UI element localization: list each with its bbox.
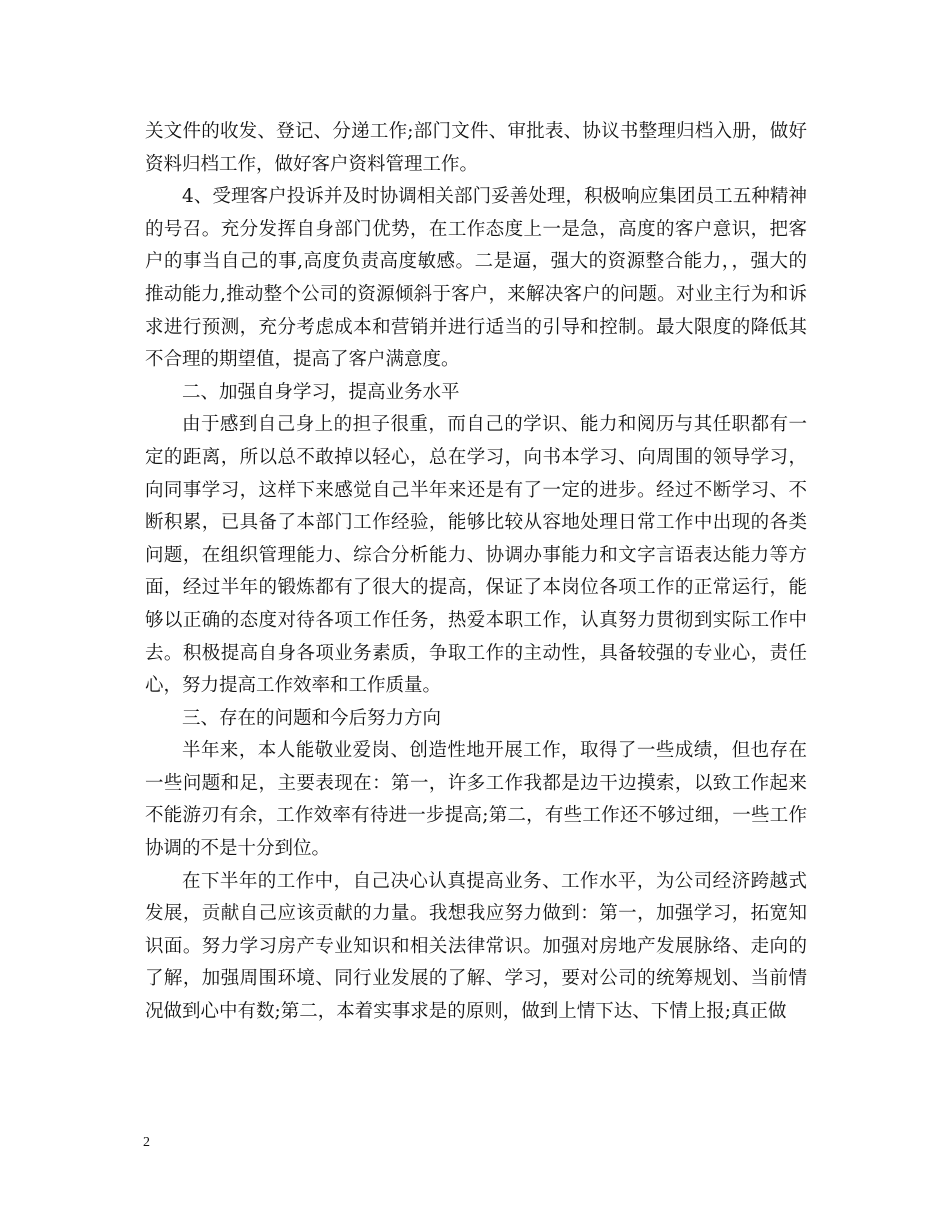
- paragraph-self-study: 由于感到自己身上的担子很重，而自己的学识、能力和阅历与其任职都有一定的距离，所以总不敢掉以轻心，总在学习，向书本学习、向周围的领导学习，向同事学习，这样下来感觉自己半年来还是有了一定的进步。经过不断学习、不断积累，已具备了本部门工作经验，能够比较从容地处理日常工作中出现的各类问题，在组织管理能力、综合分析能力、协调办事能力和文字言语表达能力等方面，经过半年的锻炼都有了很大的提高，保证了本岗位各项工作的正常运行，能够以正确的态度对待各项工作任务，热爱本职工作，认真努力贯彻到实际工作中去。积极提高自身各项业务素质，争取工作的主动性，具备较强的专业心，责任心，努力提高工作效率和工作质量。: [145, 414, 807, 697]
- document-body: [145, 116, 807, 1029]
- paragraph-problems: 半年来，本人能敬业爱岗、创造性地开展工作，取得了一些成绩，但也存在一些问题和足，主要表现在：第一，许多工作我都是边干边摸索，以致工作起来不能游刃有余，工作效率有待进一步提高;第二，有些工作还不够过细，一些工作协调的不是十分到位。: [145, 740, 807, 860]
- paragraph-item-4: 4、受理客户投诉并及时协调相关部门妥善处理，积极响应集团员工五种精神的号召。充分发挥自身部门优势，在工作态度上一是急，高度的客户意识，把客户的事当自己的事,高度负责高度敏感。二是逼，强大的资源整合能力，，强大的推动能力,推动整个公司的资源倾斜于客户，来解决客户的问题。对业主行为和诉求进行预测，充分考虑成本和营销并进行适当的引导和控制。最大限度的降低其不合理的期望值，提高了客户满意度。: [145, 186, 807, 371]
- paragraph-continued: 关文件的收发、登记、分递工作;部门文件、审批表、协议书整理归档入册，做好资料归档工作，做好客户资料管理工作。: [145, 121, 807, 175]
- page-number: 2: [143, 1135, 150, 1150]
- section-heading-3: 三、存在的问题和今后努力方向: [182, 707, 442, 729]
- paragraph-next-half: 在下半年的工作中，自己决心认真提高业务、工作水平，为公司经济跨越式发展，贡献自己应该贡献的力量。我想我应努力做到：第一，加强学习，拓宽知识面。努力学习房产专业知识和相关法律常识。加强对房地产发展脉络、走向的了解，加强周围环境、同行业发展的了解、学习，要对公司的统筹规划、当前情况做到心中有数;第二，本着实事求是的原则，做到上情下达、下情上报;真正做: [145, 870, 807, 1023]
- section-heading-2: 二、加强自身学习，提高业务水平: [182, 381, 460, 403]
